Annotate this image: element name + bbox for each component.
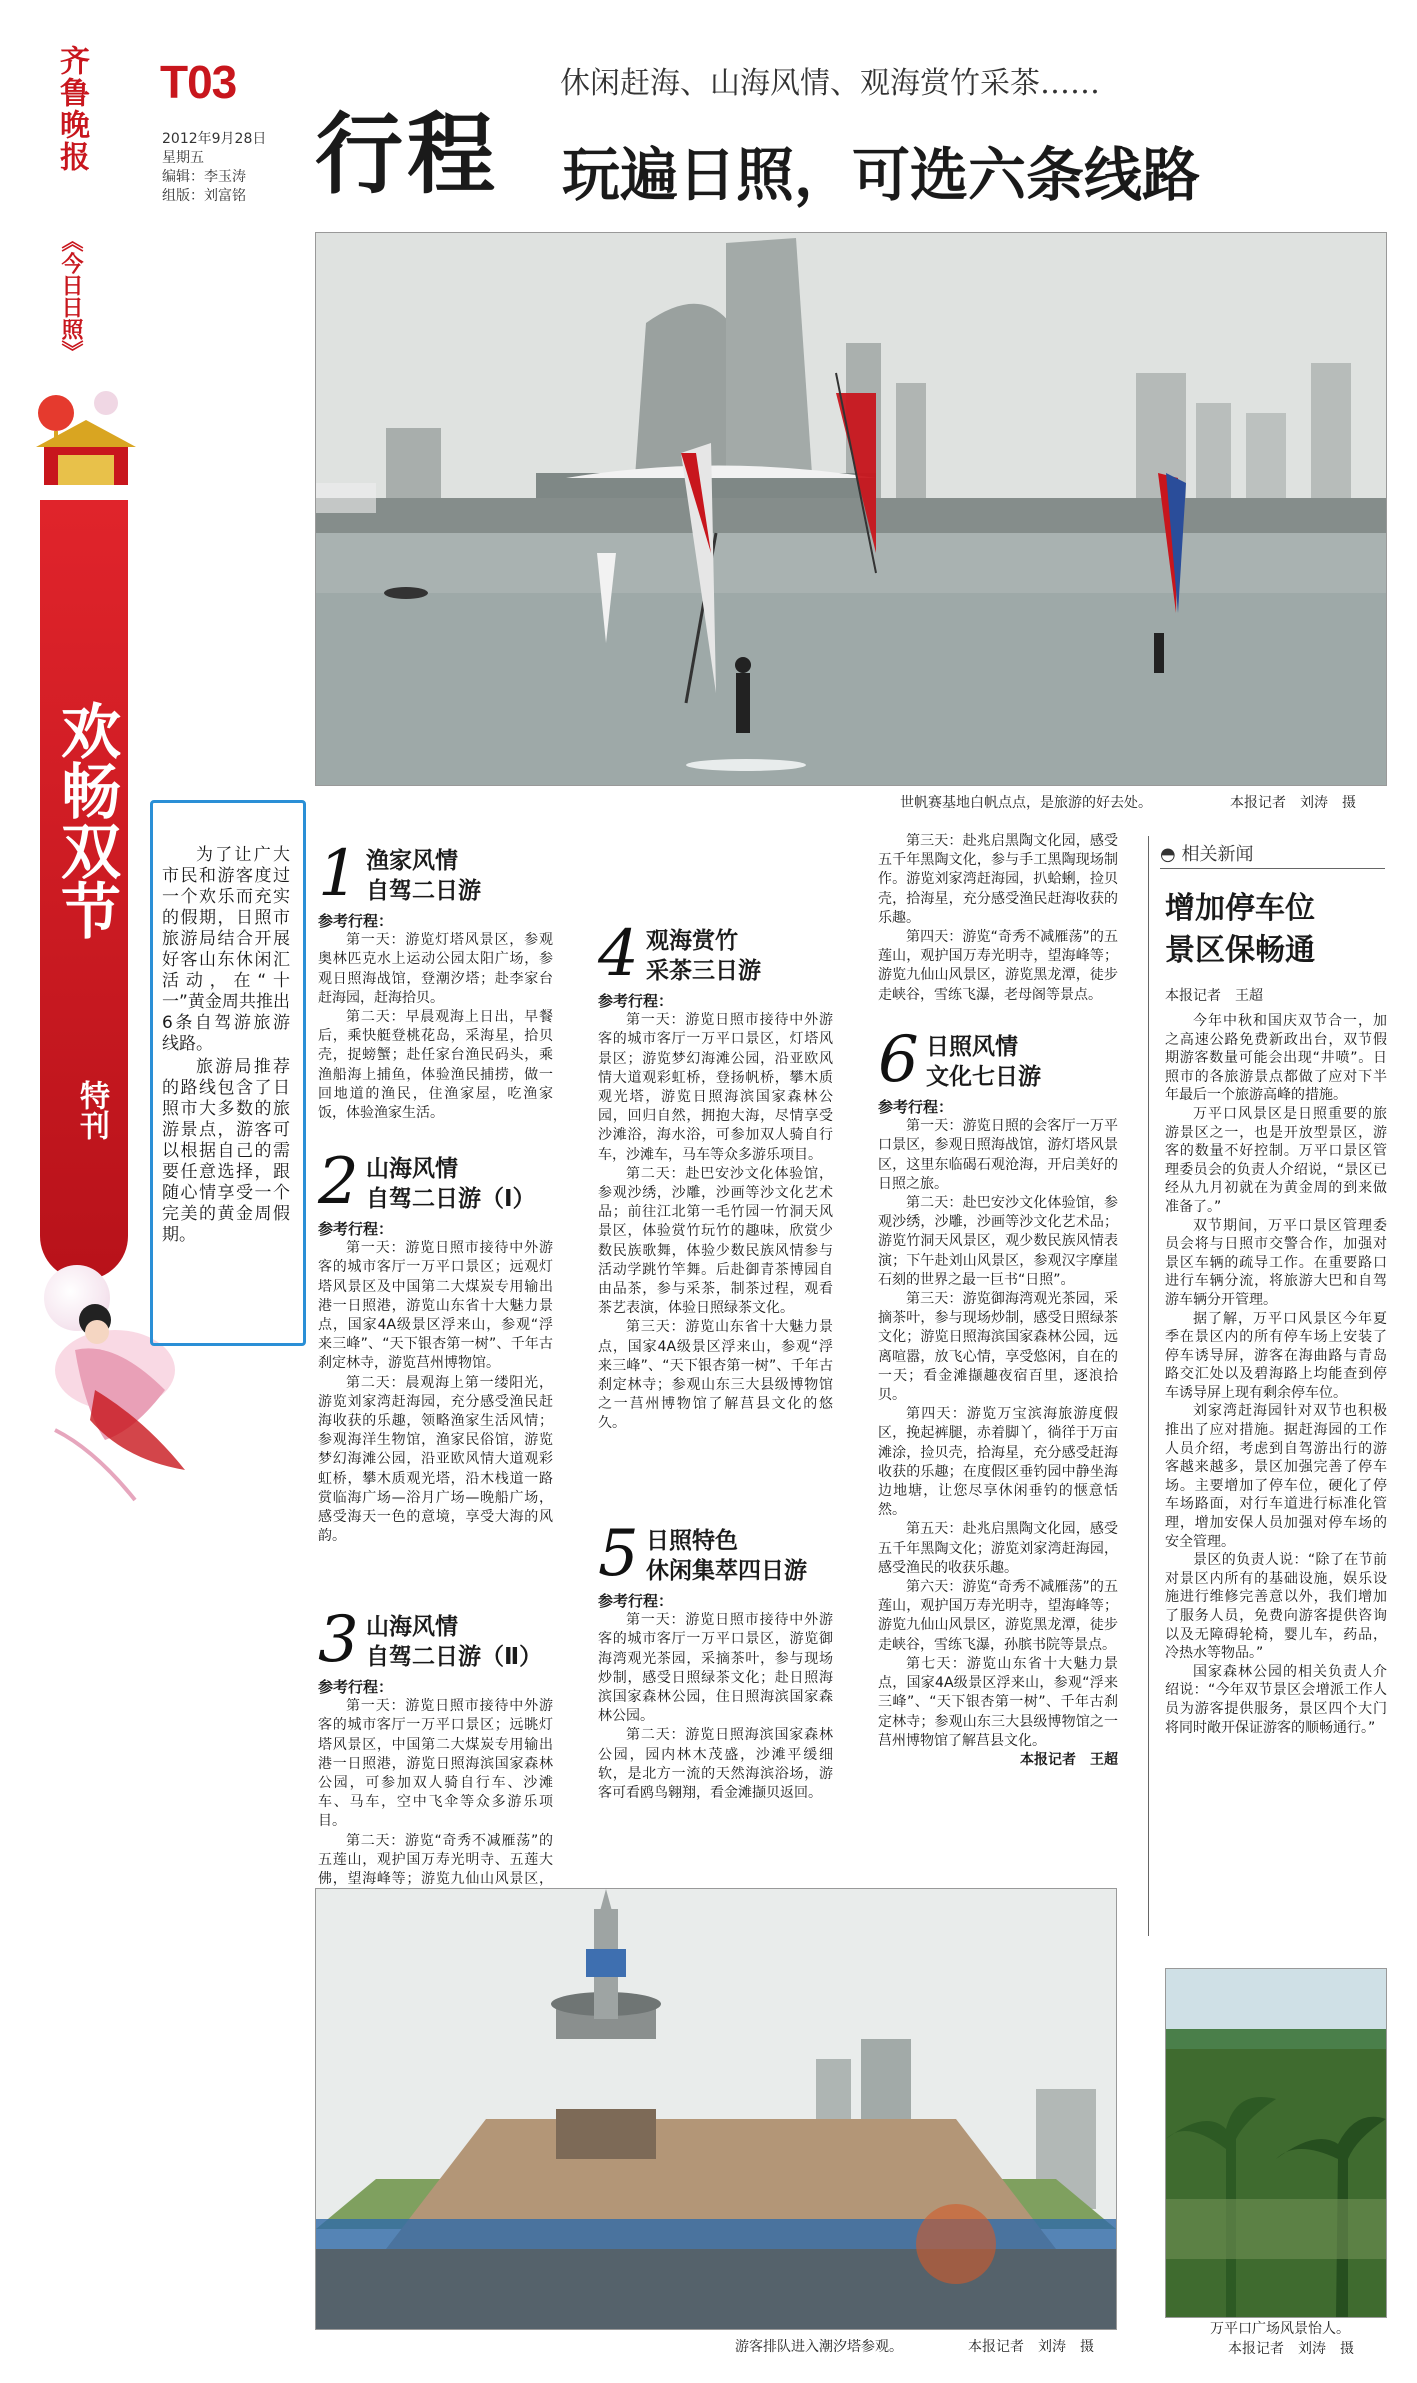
main-headline: 玩遍日照，可选六条线路 (562, 141, 1201, 209)
related-paragraph: 据了解，万平口风景区今年夏季在景区内的所有停车场上安装了停车诱导屏，游客在海曲路与青岛路交汇处以及碧海路上均能查到停车诱导屏上现有剩余停车位。 (1165, 1310, 1387, 1401)
route-number: 5 (598, 1517, 639, 1591)
route-title-line1: 山海风情 (366, 1156, 458, 1182)
route-title-line1: 日照风情 (926, 1034, 1018, 1060)
route-title (366, 846, 481, 906)
top-photo-caption: 世帆赛基地白帆点点，是旅游的好去处。 (900, 795, 1152, 811)
related-header-underline (1160, 868, 1385, 869)
day-paragraph: 第一天：游览日照市接待中外游客的城市客厅一万平口景区；远观灯塔风景区及中国第二大煤炭专用输出港一日照港，游览山东省十大魅力景点，国家4A级景区浮来山，参观“浮来三峰”、“天下银杏第一树”、千年古刹定林寺，游览莒州博物馆。 (318, 1240, 553, 1372)
related-paragraph: 国家森林公园的相关负责人介绍说：“今年双节景区会增派工作人员为游客提供服务，景区四个大门将同时敞开保证游客的顺畅通行。” (1165, 1663, 1387, 1736)
plaza-scene (1166, 1969, 1386, 2317)
column-divider (1148, 836, 1149, 1936)
issue-weekday: 星期五 (162, 150, 204, 166)
route-title-line2: 自驾二日游（Ⅱ） (366, 1644, 543, 1670)
page-meta (162, 130, 266, 206)
related-paragraph: 刘家湾赶海园针对双节也积极推出了应对措施。据赶海园的工作人员介绍，考虑到自驾游出行的游客越来越多，景区加强完善了停车场。主要增加了停车位，硬化了停车场路面，对行车道进行标准化管理，增加安保人员加强对停车场的安全管理。 (1165, 1403, 1387, 1550)
related-paragraph: 万平口风景区是日照重要的旅游景区之一，也是开放型景区，游客的数量不好控制。万平口景区管理委员会的负责人介绍说，“景区已经从九月初就在为黄金周的到来做准备了。” (1165, 1105, 1387, 1215)
related-title-line2: 景区保畅通 (1165, 933, 1315, 968)
windsurfing-scene (316, 233, 1386, 785)
windsurfing-photo (315, 232, 1387, 786)
route-number: 1 (318, 837, 359, 911)
day-paragraph: 第四天：游览万宝滨海旅游度假区，挽起裤腿，赤着脚丫，徜徉于万亩滩涂，捡贝壳，拾海星，充分感受赶海收获的乐趣；在度假区垂钓园中静坐海边地塘，让您尽享休闲垂钓的惬意恬然。 (878, 1406, 1118, 1519)
route-5-continued (878, 832, 1118, 1005)
day-paragraph: 第一天：游览灯塔风景区，参观奥林匹克水上运动公园太阳广场，参观日照海战馆，登潮汐塔；赴李家台赶海园，赶海拾贝。 (318, 932, 553, 1006)
side-photo-caption: 万平口广场风景怡人。 (1210, 2321, 1350, 2337)
day-paragraph: 第二天：晨观海上第一缕阳光，游览刘家湾赶海园，充分感受渔民赶海收获的乐趣，领略渔家生活风情；参观海洋生物馆，渔家民俗馆，游览梦幻海滩公园，沿亚欧风情大道观彩虹桥，攀木质观光塔，沿木栈道一路赏临海广场—浴月广场—晚船广场，感受海天一色的意境，享受大海的风韵。 (318, 1374, 553, 1545)
route-title (926, 1032, 1041, 1092)
related-title-line1: 增加停车位 (1165, 891, 1315, 926)
day-paragraph: 第七天：游览山东省十大魅力景点，国家4A级景区浮来山，参观“浮来三峰”、“天下银杏第一树”、千年古刹定林寺；参观山东三大县级博物馆之一莒州博物馆了解莒县文化。 (878, 1655, 1118, 1749)
route-title (646, 926, 761, 986)
day-paragraph: 第一天：游览日照的会客厅一万平口景区，参观日照海战馆，游灯塔风景区，这里东临碣石观沧海，开启美好的日照之旅。 (878, 1118, 1118, 1192)
day-paragraph: 第二天：游览日照海滨国家森林公园，园内林木茂盛，沙滩平缓细软，是北方一流的天然海滨浴场，游客可看鸥鸟翱翔，看金滩撷贝返回。 (598, 1727, 833, 1802)
related-news-byline: 本报记者 王超 (1165, 988, 1263, 1004)
tidal-tower-scene (316, 1889, 1116, 2329)
circle-icon: ◓ (1160, 844, 1176, 865)
route-title-line2: 自驾二日游（Ⅰ） (366, 1186, 536, 1212)
issue-date: 2012年9月28日 (162, 131, 267, 147)
tidal-tower-photo (315, 1888, 1117, 2330)
day-paragraph: 第三天：游览御海湾观光茶园，采摘茶叶，参与现场炒制，感受日照绿茶文化；游览日照海滨国家森林公园，远离喧嚣，放飞心情，享受悠闲，自在的一天；看金滩撷趣夜宿百里，逐浪拾贝。 (878, 1291, 1118, 1404)
page-number: T03 (160, 56, 237, 108)
related-paragraph: 今年中秋和国庆双节合一，加之高速公路免费新政出台，双节假期游客数量可能会出现“井喷”。日照市的各旅游景点都做了应对下半年最后一个旅游高峰的措施。 (1165, 1013, 1387, 1104)
day-paragraph: 第三天：赴兆启黑陶文化园，感受五千年黑陶文化，参与手工黑陶现场制作。游览刘家湾赶海园，扒蛤蜊，捡贝壳，拾海星，充分感受渔民赶海收获的乐趣。 (878, 833, 1118, 926)
related-news-title (1165, 888, 1315, 972)
related-paragraph: 双节期间，万平口景区管理委员会将与日照市交警合作，加强对景区车辆的疏导工作。在重要路口进行车辆分流，将旅游大巴和自驾游车辆分开管理。 (1165, 1217, 1387, 1308)
route-5-body (598, 1592, 833, 1803)
route-title-line2: 休闲集萃四日游 (646, 1558, 807, 1584)
special-issue-title: 欢畅双节 (51, 700, 121, 940)
side-photo-credit: 本报记者 刘涛 摄 (1228, 2341, 1354, 2357)
top-photo-credit: 本报记者 刘涛 摄 (1230, 795, 1356, 811)
related-paragraph: 景区的负责人说：“除了在节前对景区内所有的基础设施，娱乐设施进行维修完善意以外，我们增加了服务人员，免费向游客提供咨询以及无障碍轮椅，婴儿车，药品，冷热水等物品。” (1165, 1552, 1387, 1662)
intro-text (162, 845, 290, 1248)
special-issue-subtitle: 特刊 (74, 1080, 109, 1140)
route-title-line2: 采茶三日游 (646, 958, 761, 984)
related-news-header (1160, 840, 1253, 866)
bottom-photo-caption: 游客排队进入潮汐塔参观。 (735, 2339, 903, 2355)
newspaper-masthead: 齐鲁晚报 (54, 45, 89, 173)
day-paragraph: 第五天：赴兆启黑陶文化园，感受五千年黑陶文化；游览刘家湾赶海园，感受渔民的收获乐趣。 (878, 1521, 1118, 1576)
day-paragraph: 第一天：游览日照市接待中外游客的城市客厅一万平口景区，游览御海湾观光茶园，采摘茶叶，参与现场炒制，感受日照绿茶文化；赴日照海滨国家森林公园，住日照海滨国家森林公园。 (598, 1612, 833, 1725)
headline-section-word: 行程 (315, 103, 500, 206)
day-paragraph: 第二天：游览“奇秀不减雁荡”的五莲山，观护国万寿光明寺、五莲大佛，望海峰等；游览九仙山风景区， (318, 1832, 553, 1888)
route-title-line1: 渔家风情 (366, 848, 458, 874)
related-news-label: 相关新闻 (1181, 844, 1254, 865)
designer-credit: 组版：刘富铭 (162, 188, 246, 204)
headline-kicker: 休闲赶海、山海风情、观海赏竹采茶…… (560, 66, 1100, 101)
route-number: 4 (598, 917, 639, 991)
route-1-body (318, 912, 553, 1123)
day-paragraph: 第一天：游览日照市接待中外游客的城市客厅一万平口景区，灯塔风景区；游览梦幻海滩公园，沿亚欧风情大道观彩虹桥，登扬帆桥，攀木质观光塔，游览日照海滨国家森林公园，回归自然，拥抱大海，尽情享受沙滩浴，海水浴，可参加双人骑自行车，沙滩车，马车等众多游乐项目。 (598, 1012, 833, 1163)
editor-credit: 编辑：李玉涛 (162, 169, 246, 185)
reference-label: 参考行程： (598, 1592, 674, 1610)
route-number: 2 (318, 1145, 359, 1219)
tiananmen-lantern-illustration (36, 385, 136, 495)
route-title-line1: 日照特色 (646, 1528, 738, 1554)
route-number: 3 (318, 1603, 359, 1677)
route-title (646, 1526, 807, 1586)
bottom-photo-credit: 本报记者 刘涛 摄 (968, 2339, 1094, 2355)
route-title (366, 1154, 536, 1214)
route-4-body (598, 992, 833, 1434)
route-title-line1: 山海风情 (366, 1614, 458, 1640)
reference-label: 参考行程： (318, 1678, 394, 1696)
related-news-body (1165, 1012, 1387, 1737)
intro-paragraph: 旅游局推荐的路线包含了日照市大多数的旅游景点，游客可以根据自己的需要任意选择，跟随心情享受一个完美的黄金周假期。 (162, 1057, 290, 1245)
intro-paragraph: 为了让广大市民和游客度过一个欢乐而充实的假期，日照市旅游局结合开展好客山东休闲汇活动，在“十一”黄金周共推出6条自驾游旅游线路。 (162, 845, 290, 1054)
day-paragraph: 第四天：游览“奇秀不减雁荡”的五莲山，观护国万寿光明寺，望海峰等；游览九仙山风景区，游览黑龙潭，徒步走峡谷，雪练飞瀑，老母阁等景点。 (878, 929, 1118, 1003)
route-6-body (878, 1098, 1118, 1770)
reference-label: 参考行程： (318, 912, 394, 930)
day-paragraph: 第二天：赴巴安沙文化体验馆，参观沙绣，沙雕，沙画等沙文化艺术品；游览竹洞天风景区，观少数民族风情表演；下午赴刘山风景区，参观汉字摩崖石刻的世界之最一巨书“日照”。 (878, 1195, 1118, 1288)
day-paragraph: 第一天：游览日照市接待中外游客的城市客厅一万平口景区；远眺灯塔风景区，中国第二大煤炭专用输出港一日照港，游览日照海滨国家森林公园，可参加双人骑自行车、沙滩车、马车，空中飞伞等众多游乐项目。 (318, 1698, 553, 1830)
day-paragraph: 第二天：赴巴安沙文化体验馆，参观沙绣，沙雕，沙画等沙文化艺术品；前往江北第一毛竹园一竹洞天风景区，体验赏竹玩竹的趣味，欣赏少数民族歌舞，体验少数民族风情参与活动学跳竹竿舞。后赴御青茶博园自由品茶，参与采茶，制茶过程，观看茶艺表演，体验日照绿茶文化。 (598, 1165, 833, 1317)
route-title-line1: 观海赏竹 (646, 928, 738, 954)
reference-label: 参考行程： (598, 992, 674, 1010)
day-paragraph: 第六天：游览“奇秀不减雁荡”的五莲山，观护国万寿光明寺，望海峰等；游览九仙山风景区，游览黑龙潭，徒步走峡谷，雪练飞瀑，孙膑书院等景点。 (878, 1579, 1118, 1653)
day-paragraph: 第三天：游览山东省十大魅力景点，国家4A级景区浮来山，参观“浮来三峰”、“天下银杏第一树”、千年古刹定林寺；参观山东三大县级博物馆之一莒州博物馆了解莒县文化的悠久。 (598, 1319, 833, 1432)
reference-label: 参考行程： (878, 1098, 954, 1116)
reference-label: 参考行程： (318, 1220, 394, 1238)
route-credit: 本报记者 王超 (1020, 1751, 1118, 1768)
route-title-line2: 自驾二日游 (366, 878, 481, 904)
route-title (366, 1612, 542, 1672)
route-title-line2: 文化七日游 (926, 1064, 1041, 1090)
edition-name: 《今日日照》 (58, 230, 84, 362)
route-number: 6 (878, 1023, 919, 1097)
wanpingkou-plaza-photo (1165, 1968, 1387, 2318)
day-paragraph: 第二天：早晨观海上日出，早餐后，乘快艇登桃花岛，采海星，拾贝壳，捉螃蟹；赴任家台渔民码头，乘渔船海上捕鱼，体验渔民捕捞，做一回地道的渔民，住渔家屋，吃渔家饭，体验渔家生活。 (318, 1009, 553, 1122)
route-2-body (318, 1220, 553, 1546)
